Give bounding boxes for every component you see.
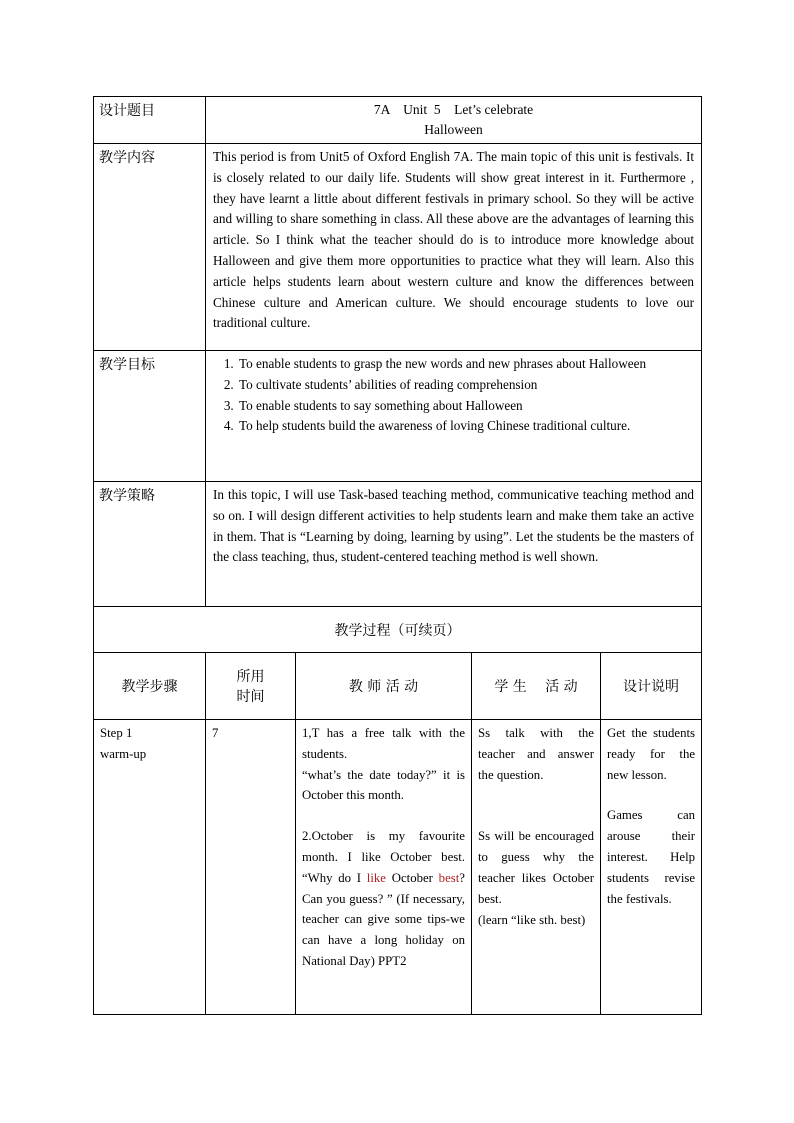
- strategy-text: In this topic, I will use Task-based teaching method, communicative teaching method and so on. I will design different activities to help students learn and make them take an active in them. That is “Learning by doing, learning by using”. Let the students be the masters of the class teaching, thus, student-centered teaching method is well shown.: [206, 482, 702, 607]
- content-text: This period is from Unit5 of Oxford English 7A. The main topic of this unit is festivals. It is closely related to our daily life. Students will show great interest in it. Furthermore , they have learnt a little about different festivals in primary school. So they will be active and willing to share something in class. All these above are the advantages of learning this article. So I think what the teacher should do is to introduce more knowledge about Halloween and give them more opportunities to practice what they will learn. Also this article helps students learn about western culture and know the differences between Chinese culture and American culture. We should encourage students to love our traditional culture.: [206, 144, 702, 351]
- teacher-activity-2b: October: [386, 870, 439, 885]
- teacher-activity-2: [302, 826, 465, 972]
- column-student: 学 生 活 动: [472, 653, 601, 720]
- column-time-line1: 所用: [236, 669, 265, 685]
- highlight-best: best: [438, 870, 460, 885]
- teacher-activity-cell: [296, 720, 472, 1015]
- column-time-line2: 时间: [236, 689, 265, 705]
- process-columns-row: [94, 653, 702, 720]
- process-heading-row: [94, 607, 702, 653]
- spacer: [478, 785, 594, 826]
- objectives-cell: [206, 351, 702, 482]
- design-notes-cell: [601, 720, 702, 1015]
- column-time: [206, 653, 296, 720]
- design-title-line2: Halloween: [424, 122, 483, 137]
- teacher-activity-1: 1,T has a free talk with the students.: [302, 726, 465, 761]
- strategy-row: [94, 482, 702, 607]
- content-row: [94, 144, 702, 351]
- student-activity-1: Ss talk with the teacher and answer the question.: [478, 726, 594, 782]
- objective-item: 3. To enable students to say something about Halloween: [237, 396, 694, 417]
- step-number: Step 1: [100, 726, 133, 740]
- objective-item: 1. To enable students to grasp the new words and new phrases about Halloween: [237, 354, 694, 375]
- strategy-label: 教学策略: [94, 482, 206, 607]
- lesson-plan-sheet: [93, 96, 701, 1015]
- teacher-activity-2c: ? Can you guess? ” (If necessary, teacher can give some tips-we can have a long holiday on National Day) PPT2: [302, 870, 465, 968]
- objectives-row: [94, 351, 702, 482]
- design-title-row: [94, 97, 702, 144]
- content-label: 教学内容: [94, 144, 206, 351]
- time-cell: 7: [206, 720, 296, 1015]
- spacer: [302, 806, 465, 826]
- column-notes: 设计说明: [601, 653, 702, 720]
- highlight-like: like: [366, 870, 386, 885]
- teacher-activity-2a: 2.October is my favourite month. I like October best. “Why do I: [302, 829, 465, 885]
- objectives-label: 教学目标: [94, 351, 206, 482]
- objectives-list: [213, 354, 694, 437]
- student-activity-2b: (learn “like sth. best): [478, 912, 586, 927]
- design-title-value: [206, 97, 702, 144]
- teacher-activity-1b: “what’s the date today?” it is October this month.: [302, 767, 465, 803]
- student-activity-cell: [472, 720, 601, 1015]
- student-activity-2: Ss will be encouraged to guess why the teacher likes October best.: [478, 829, 594, 906]
- design-title-line1: 7A Unit 5 Let’s celebrate: [373, 102, 534, 117]
- objective-item: 2. To cultivate students’ abilities of reading comprehension: [237, 375, 694, 396]
- objective-item: 4. To help students build the awareness of loving Chinese traditional culture.: [237, 416, 694, 437]
- lesson-plan-table: [93, 96, 702, 1015]
- design-title-label: 设计题目: [94, 97, 206, 144]
- step-name: warm-up: [100, 746, 147, 761]
- design-note-2: Games can arouse their interest. Help students revise the festivals.: [607, 808, 696, 906]
- process-step-row: [94, 720, 702, 1015]
- step-cell: [94, 720, 206, 1015]
- column-teacher: 教 师 活 动: [296, 653, 472, 720]
- column-step: 教学步骤: [94, 653, 206, 720]
- process-heading: 教学过程（可续页）: [94, 607, 702, 653]
- spacer: [607, 785, 695, 805]
- design-note-1: Get the students ready for the new lesson.: [607, 726, 696, 782]
